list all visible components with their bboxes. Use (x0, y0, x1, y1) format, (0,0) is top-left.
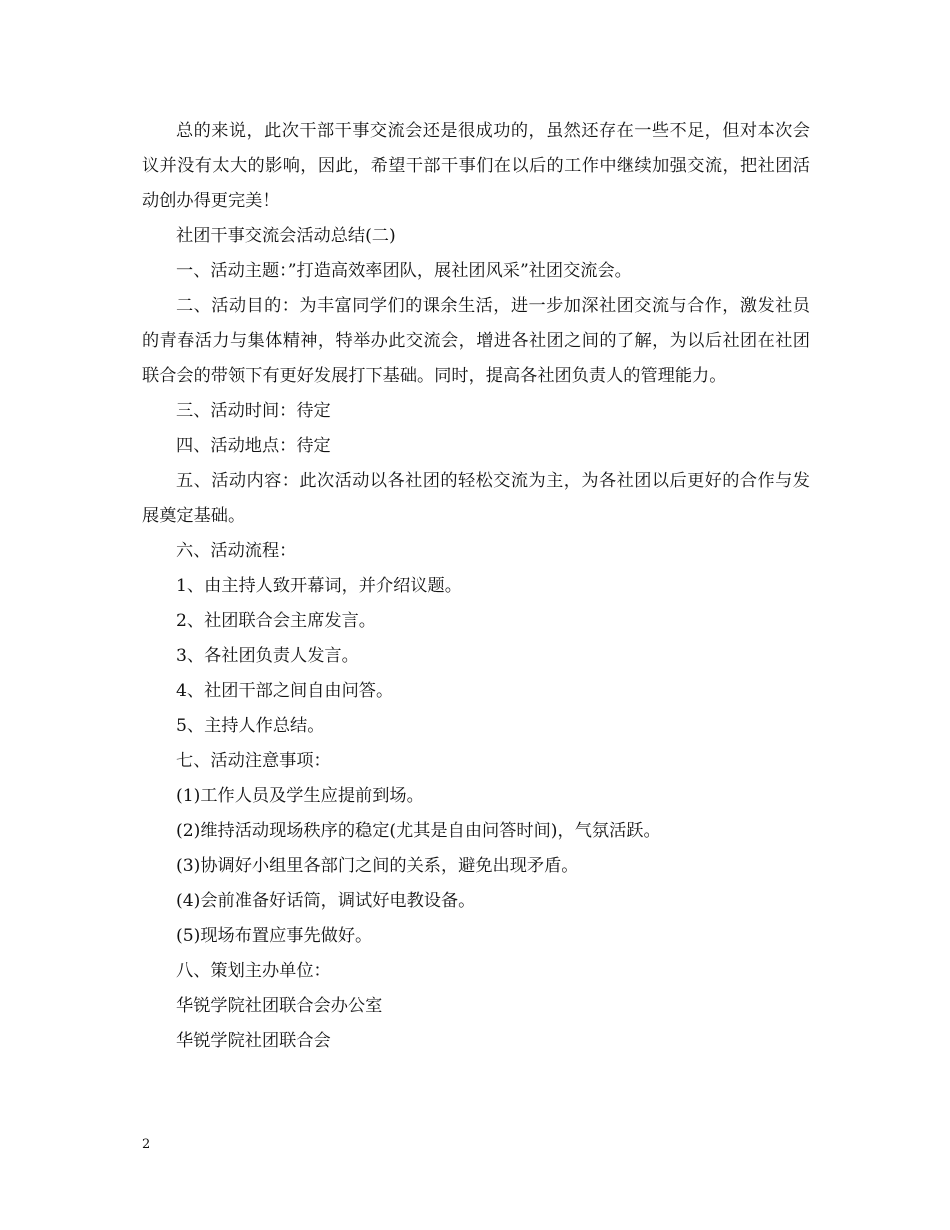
paragraph-purpose: 二、活动目的：为丰富同学们的课余生活，进一步加深社团交流与合作，激发社员的青春活力与集体精神，特举办此交流会，增进各社团之间的了解，为以后社团在社团联合会的带领下有更好发展打下基础。同时，提高各社团负责人的管理能力。 (142, 296, 810, 386)
paragraph-location: 四、活动地点：待定 (176, 436, 331, 456)
paragraph-process-heading: 六、活动流程： (176, 541, 297, 561)
list-item: 2、社团联合会主席发言。 (176, 611, 376, 631)
list-item: (1)工作人员及学生应提前到场。 (176, 786, 424, 806)
paragraph-notes-heading: 七、活动注意事项： (176, 751, 331, 771)
organizer-name: 华锐学院社团联合会 (176, 1031, 331, 1051)
list-item: 4、社团干部之间自由问答。 (176, 681, 394, 701)
organizer-name: 华锐学院社团联合会办公室 (176, 996, 383, 1016)
list-item: (2)维持活动现场秩序的稳定(尤其是自由问答时间)，气氛活跃。 (176, 821, 661, 841)
list-item: 1、由主持人致开幕词，并介绍议题。 (176, 576, 462, 596)
paragraph-content: 五、活动内容：此次活动以各社团的轻松交流为主，为各社团以后更好的合作与发展奠定基础。 (142, 471, 810, 526)
list-item: 3、各社团负责人发言。 (176, 646, 359, 666)
list-item: 5、主持人作总结。 (176, 716, 325, 736)
paragraph-theme: 一、活动主题：”打造高效率团队，展社团风采”社团交流会。 (176, 261, 632, 281)
list-item: (3)协调好小组里各部门之间的关系，避免出现矛盾。 (176, 856, 579, 876)
page-number: 2 (142, 1137, 151, 1152)
paragraph-time: 三、活动时间：待定 (176, 401, 331, 421)
document-body (142, 114, 810, 1059)
paragraph-organizer-heading: 八、策划主办单位： (176, 961, 331, 981)
list-item: (5)现场布置应事先做好。 (176, 926, 373, 946)
paragraph-summary: 总的来说，此次干部干事交流会还是很成功的，虽然还存在一些不足，但对本次会议并没有太大的影响，因此，希望干部干事们在以后的工作中继续加强交流，把社团活动创办得更完美！ (142, 121, 810, 211)
section-title: 社团干事交流会活动总结(二) (176, 226, 396, 246)
list-item: (4)会前准备好话筒，调试好电教设备。 (176, 891, 476, 911)
